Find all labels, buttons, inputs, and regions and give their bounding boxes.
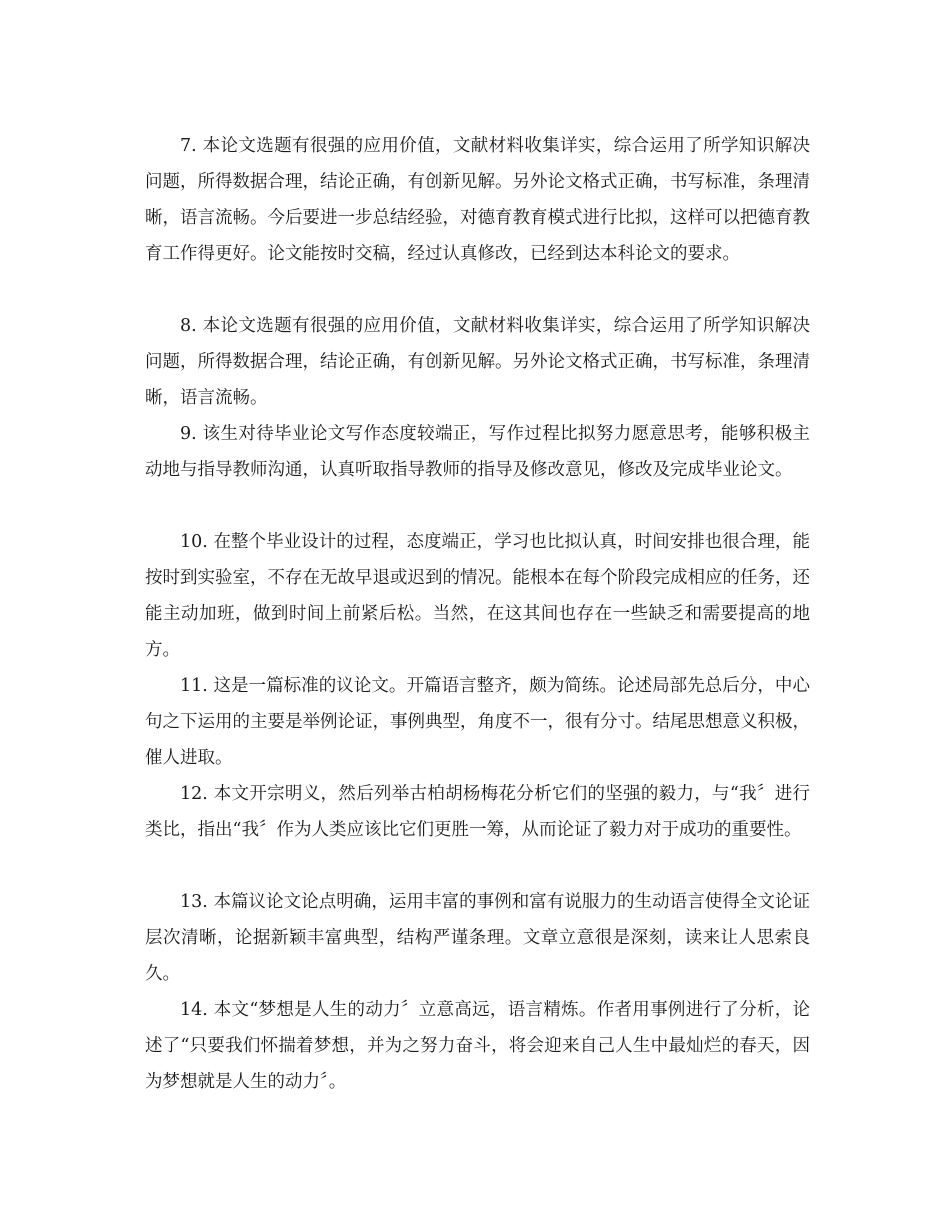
paragraph-text: 本论文选题有很强的应用价值，文献材料收集详实，综合运用了所学知识解决问题，所得数据合理，结论正确，有创新见解。另外论文格式正确，书写标准，条理清晰，语言流畅。: [145, 316, 810, 408]
comment-paragraph-13: [145, 884, 810, 992]
paragraph-number: 13.: [180, 892, 208, 912]
paragraph-number: 8.: [180, 316, 197, 336]
paragraph-number: 12.: [180, 784, 208, 804]
paragraph-text: 本论文选题有很强的应用价值，文献材料收集详实，综合运用了所学知识解决问题，所得数据合理，结论正确，有创新见解。另外论文格式正确，书写标准，条理清晰，语言流畅。今后要进一步总结经验，对德育教育模式进行比拟，这样可以把德育教育工作得更好。论文能按时交稿，经过认真修改，已经到达本科论文的要求。: [145, 136, 810, 264]
comment-paragraph-9: [145, 416, 810, 488]
paragraph-number: 14.: [180, 1000, 208, 1020]
comment-paragraph-10: [145, 524, 810, 668]
paragraph-number: 9.: [180, 424, 197, 444]
paragraph-text: 这是一篇标准的议论文。开篇语言整齐，颇为简练。论述局部先总后分，中心句之下运用的主要是举例论证，事例典型，角度不一，很有分寸。结尾思想意义积极，催人进取。: [145, 676, 810, 768]
comment-paragraph-14: [145, 992, 810, 1100]
comment-paragraph-12: [145, 776, 810, 848]
paragraph-text: 本篇议论文论点明确，运用丰富的事例和富有说服力的生动语言使得全文论证层次清晰，论据新颖丰富典型，结构严谨条理。文章立意很是深刻，读来让人思索良久。: [145, 892, 810, 984]
paragraph-text: 该生对待毕业论文写作态度较端正，写作过程比拟努力愿意思考，能够积极主动地与指导教师沟通，认真听取指导教师的指导及修改意见，修改及完成毕业论文。: [145, 424, 810, 480]
paragraph-number: 7.: [180, 136, 197, 156]
paragraph-text: 在整个毕业设计的过程，态度端正，学习也比拟认真，时间安排也很合理，能按时到实验室，不存在无故早退或迟到的情况。能根本在每个阶段完成相应的任务，还能主动加班，做到时间上前紧后松。当然，在这其间也存在一些缺乏和需要提高的地方。: [145, 532, 810, 660]
paragraph-number: 11.: [180, 676, 208, 696]
comment-paragraph-7: [145, 128, 810, 272]
comment-paragraph-8: [145, 308, 810, 416]
comment-paragraph-11: [145, 668, 810, 776]
paragraph-text: 本文“梦想是人生的动力〞立意高远，语言精炼。作者用事例进行了分析，论述了“只要我们怀揣着梦想，并为之努力奋斗，将会迎来自己人生中最灿烂的春天，因为梦想就是人生的动力〞。: [145, 1000, 810, 1092]
paragraph-text: 本文开宗明义，然后列举古柏胡杨梅花分析它们的坚强的毅力，与“我〞进行类比，指出“我〞作为人类应该比它们更胜一筹，从而论证了毅力对于成功的重要性。: [145, 784, 810, 840]
paragraph-number: 10.: [180, 532, 208, 552]
